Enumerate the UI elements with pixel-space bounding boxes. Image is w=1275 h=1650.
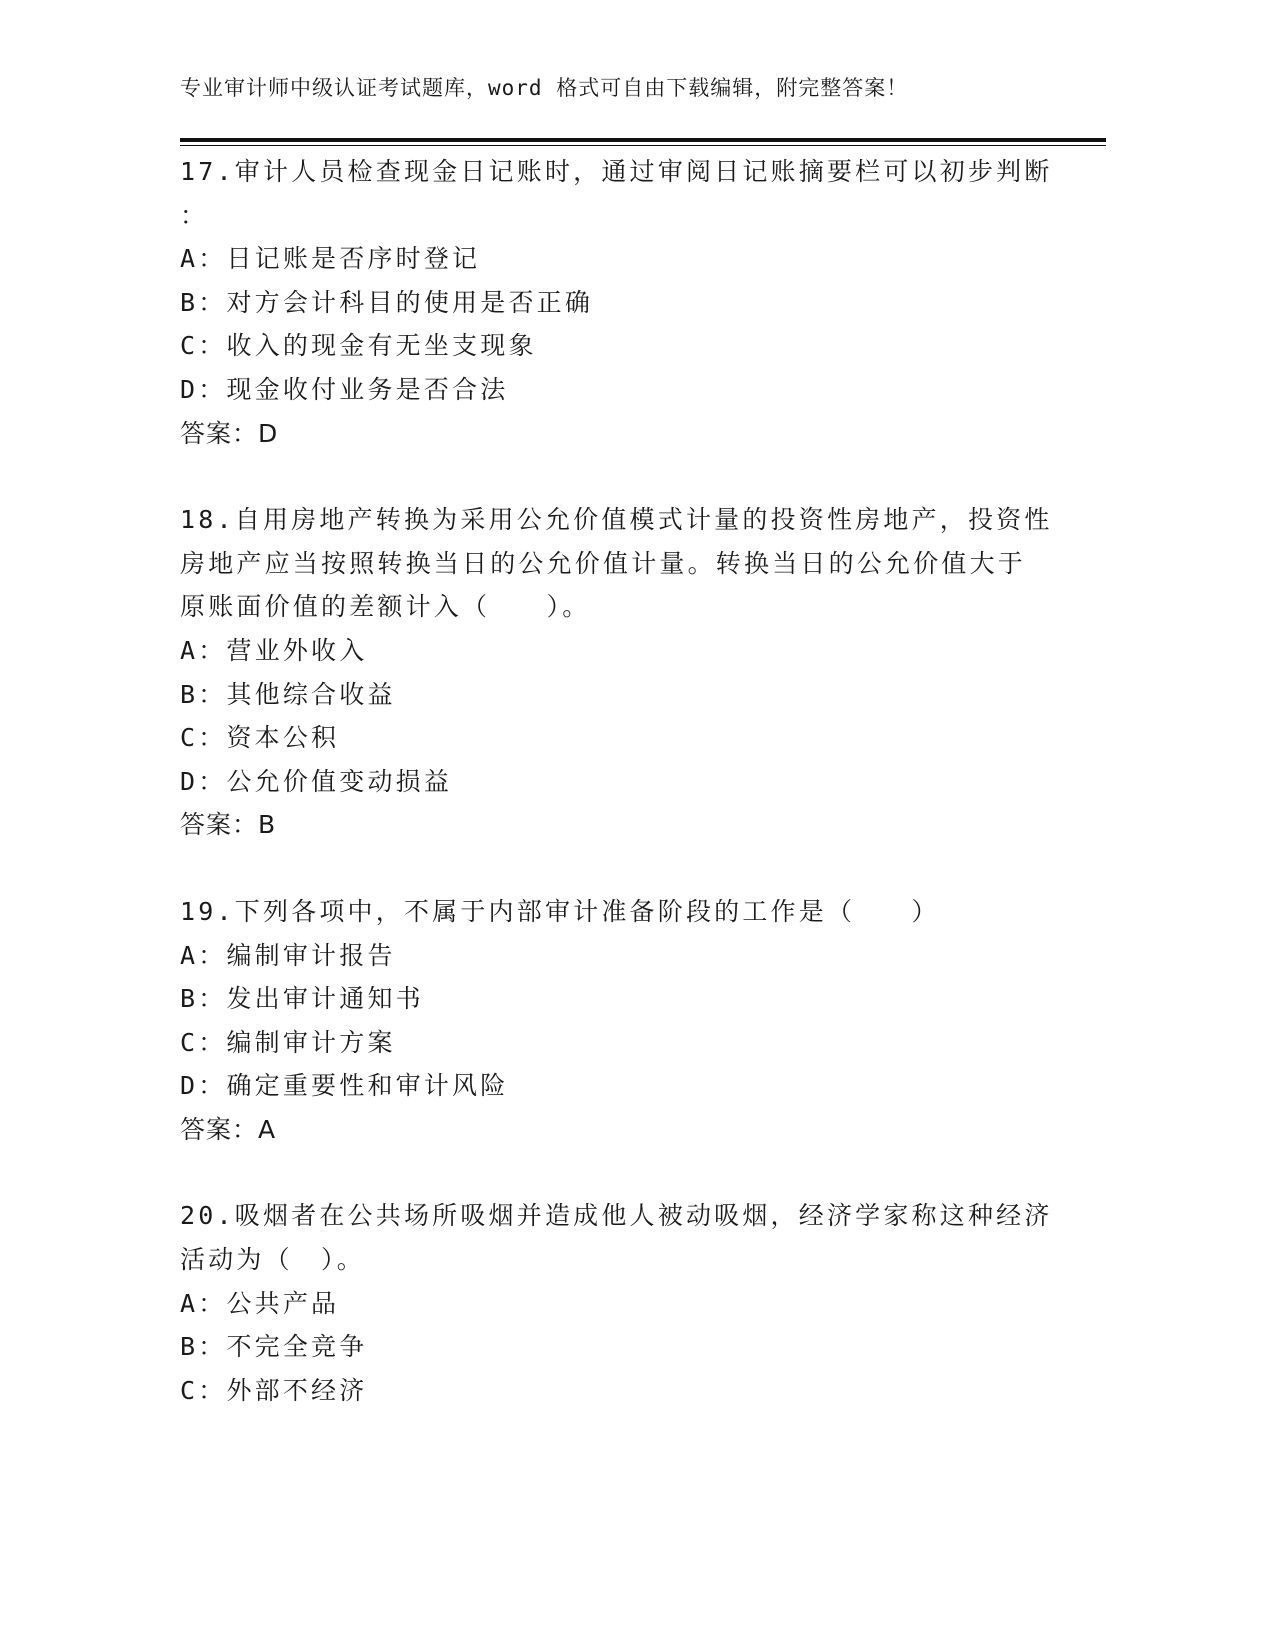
- option-d: D：现金收付业务是否合法: [180, 374, 509, 404]
- answer-label: 答案：A: [180, 1114, 277, 1144]
- question-18: [180, 498, 1053, 847]
- question-stem-line: 原账面价值的差额计入（ ）。: [180, 592, 591, 622]
- option-a: A：日记账是否序时登记: [180, 244, 481, 274]
- question-list: [180, 150, 1053, 1412]
- question-stem-line: ：: [180, 200, 209, 230]
- option-b: B：不完全竞争: [180, 1332, 368, 1362]
- question-20: [180, 1194, 1053, 1412]
- option-b: B：发出审计通知书: [180, 984, 424, 1014]
- header-divider-thin: [180, 145, 1106, 146]
- question-17: [180, 150, 1053, 455]
- option-c: C：编制审计方案: [180, 1027, 396, 1057]
- question-stem-line: 活动为（ ）。: [180, 1245, 365, 1275]
- option-a: A：营业外收入: [180, 635, 368, 665]
- answer-label: 答案：B: [180, 810, 277, 840]
- option-c: C：资本公积: [180, 723, 340, 753]
- header-divider-thick: [180, 138, 1106, 142]
- option-c: C：外部不经济: [180, 1375, 368, 1405]
- option-c: C：收入的现金有无坐支现象: [180, 331, 537, 361]
- question-19: [180, 890, 1040, 1152]
- answer-label: 答案：D: [180, 418, 279, 448]
- option-b: B：对方会计科目的使用是否正确: [180, 287, 594, 317]
- question-stem-line: 20.吸烟者在公共场所吸烟并造成他人被动吸烟，经济学家称这种经济: [180, 1201, 1053, 1231]
- option-d: D：公允价值变动损益: [180, 766, 453, 796]
- header-title: 专业审计师中级认证考试题库，word 格式可自由下载编辑，附完整答案！: [180, 76, 909, 100]
- option-a: A：编制审计报告: [180, 940, 396, 970]
- option-a: A：公共产品: [180, 1288, 340, 1318]
- question-stem-line: 17.审计人员检查现金日记账时，通过审阅日记账摘要栏可以初步判断: [180, 157, 1053, 186]
- option-d: D：确定重要性和审计风险: [180, 1071, 509, 1101]
- question-spacer: [180, 1151, 1040, 1194]
- question-stem-line: 18.自用房地产转换为采用公允价值模式计量的投资性房地产，投资性: [180, 505, 1053, 535]
- option-b: B：其他综合收益: [180, 679, 396, 709]
- question-stem-line: 房地产应当按照转换当日的公允价值计量。转换当日的公允价值大于: [180, 548, 1027, 578]
- question-spacer: [180, 455, 1040, 498]
- question-stem-line: 19.下列各项中，不属于内部审计准备阶段的工作是（ ）: [180, 896, 940, 926]
- question-spacer: [180, 847, 1040, 890]
